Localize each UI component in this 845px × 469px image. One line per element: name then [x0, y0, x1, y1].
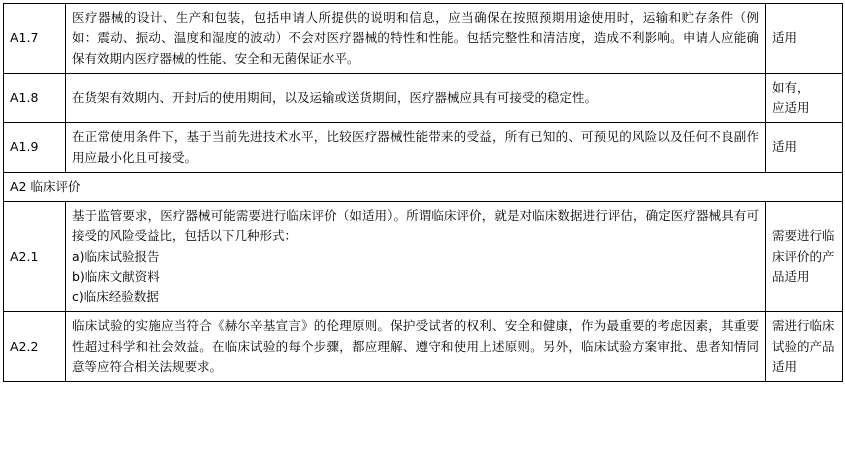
row-applicability: 需要进行临床评价的产品适用	[766, 202, 843, 312]
row-body: 医疗器械的设计、生产和包装，包括申请人所提供的说明和信息，应当确保在按照预期用途使用时，运输和贮存条件（例如：震动、振动、温度和湿度的波动）不会对医疗器械的特性和性能。包括完整性和清洁度，造成不利影响。申请人应能确保有效期内医疗器械的性能、安全和无菌保证水平。	[66, 4, 766, 74]
section-heading-row	[4, 172, 843, 201]
table-row	[4, 312, 843, 382]
row-body-line: 基于监管要求，医疗器械可能需要进行临床评价（如适用）。所谓临床评价，就是对临床数据进行评估，确定医疗器械具有可接受的风险受益比，包括以下几种形式：	[72, 208, 759, 244]
row-id: A2.1	[4, 202, 66, 312]
row-body-line: c)临床经验数据	[72, 289, 159, 304]
applicability-line-1: 如有，	[772, 79, 810, 95]
row-body: 在货架有效期内、开封后的使用期间，以及运输或送货期间，医疗器械应具有可接受的稳定性。	[66, 73, 766, 123]
row-applicability: 适用	[766, 4, 843, 74]
row-body: 在正常使用条件下，基于当前先进技术水平，比较医疗器械性能带来的受益，所有已知的、可预见的风险以及任何不良副作用应最小化且可接受。	[66, 123, 766, 173]
row-id: A1.8	[4, 73, 66, 123]
section-heading: A2 临床评价	[4, 172, 843, 201]
row-id: A1.9	[4, 123, 66, 173]
table-row	[4, 202, 843, 312]
row-body-line: a)临床试验报告	[72, 248, 160, 264]
row-body: 临床试验的实施应当符合《赫尔辛基宣言》的伦理原则。保护受试者的权利、安全和健康，作为最重要的考虑因素，其重要性超过科学和社会效益。在临床试验的每个步骤，都应理解、遵守和使用上述原则。另外，临床试验方案审批、患者知情同意等应符合相关法规要求。	[66, 312, 766, 382]
row-applicability	[766, 73, 843, 123]
table-body	[4, 4, 843, 382]
row-id: A1.7	[4, 4, 66, 74]
row-applicability: 适用	[766, 123, 843, 173]
table-row	[4, 123, 843, 173]
table-row	[4, 4, 843, 74]
table-row	[4, 73, 843, 123]
row-body	[66, 202, 766, 312]
row-applicability: 需进行临床试验的产品适用	[766, 312, 843, 382]
applicability-line-2: 应适用	[772, 100, 810, 115]
requirements-table	[3, 3, 843, 382]
row-id: A2.2	[4, 312, 66, 382]
row-body-line: b)临床文献资料	[72, 268, 160, 284]
